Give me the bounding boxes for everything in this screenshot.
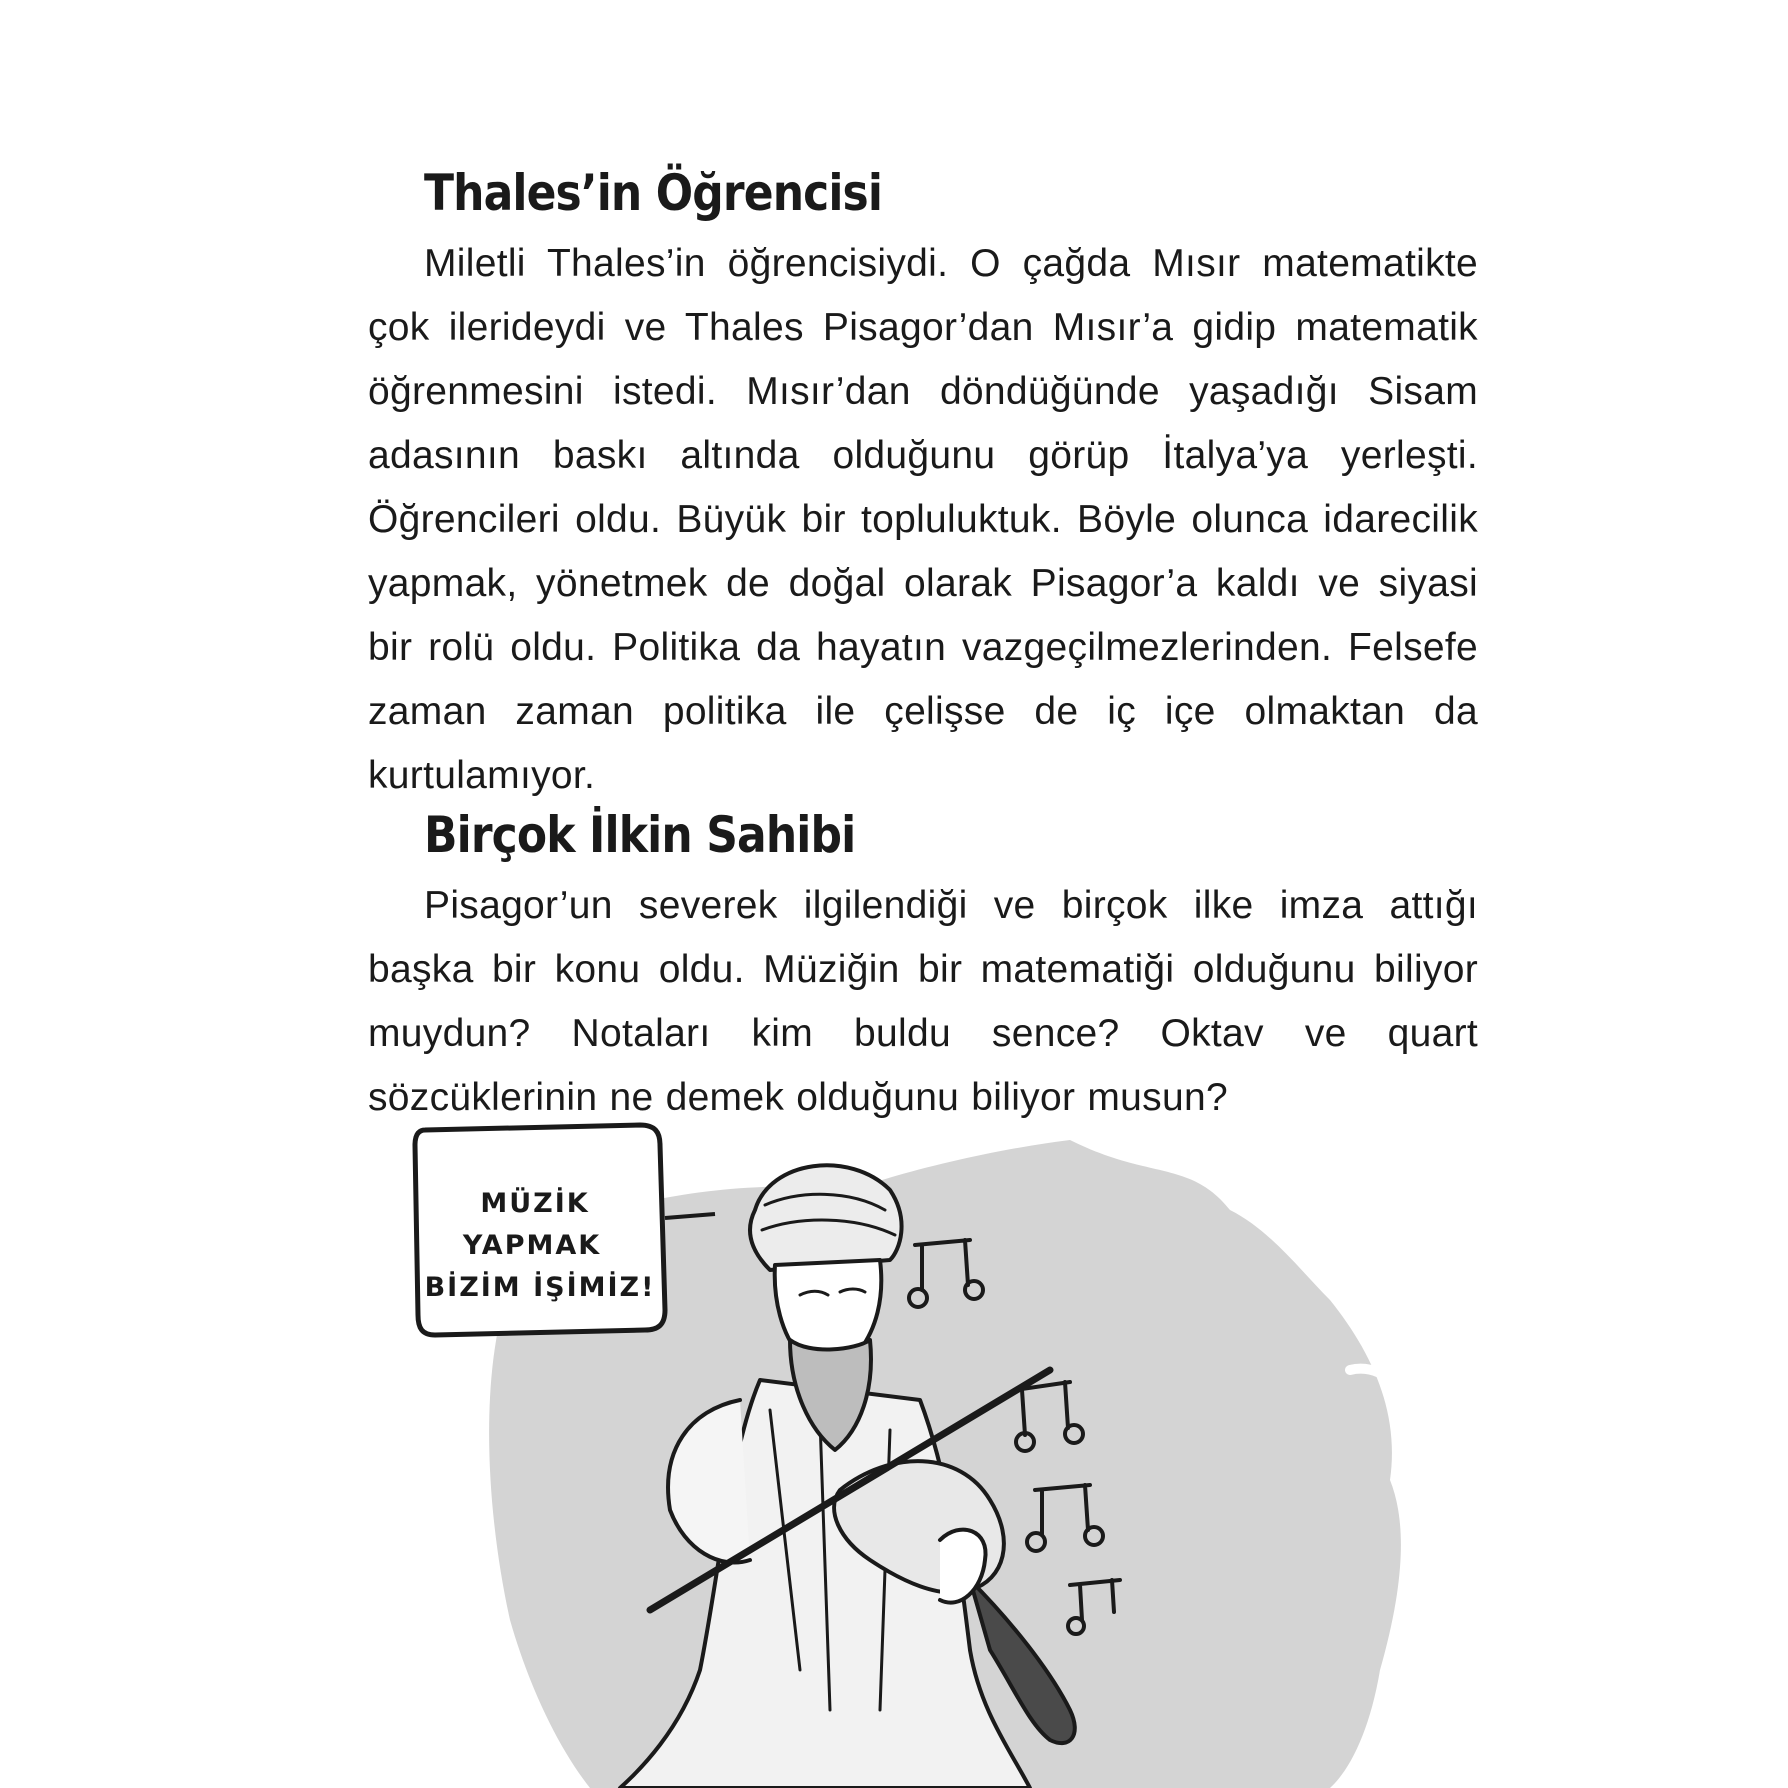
section-heading: Thales’in Öğrencisi xyxy=(424,164,883,222)
bubble-line-2: YAPMAK xyxy=(462,1230,602,1261)
bubble-line-1: MÜZİK xyxy=(480,1188,590,1219)
section-heading: Birçok İlkin Sahibi xyxy=(424,806,856,864)
bubble-line-3: BİZİM İŞİMİZ! xyxy=(424,1272,656,1303)
section-many-firsts xyxy=(368,800,1478,1130)
section-thales-student xyxy=(368,158,1478,808)
section-paragraph: Miletli Thales’in öğrencisiydi. O çağda Mısır matematikte çok ilerideydi ve Thales Pisagor’dan Mısır’a gidip matematik öğrenmesini istedi. Mısır’dan döndüğünde yaşadığı Sisam adasının baskı altında olduğunu görüp İtalya’ya yerleşti. Öğrencileri oldu. Büyük bir topluluktuk. Böyle olunca idarecilik yapmak, yönetmek de doğal olarak Pisagor’a kaldı ve siyasi bir rolü oldu. Politika da hayatın vazgeçilmezlerinden. Felsefe zaman zaman politika ile çelişse de iç içe olmaktan da kurtulamıyor. xyxy=(368,242,1478,797)
pythagoras-violin-illustration xyxy=(424,1150,1420,1788)
section-paragraph: Pisagor’un severek ilgilendiği ve birçok ilke imza attığı başka bir konu oldu. Müziğin bir matematiği olduğunu biliyor muydun? Notaları kim buldu sence? Oktav ve quart sözcüklerinin ne demek olduğunu biliyor musun? xyxy=(368,884,1478,1119)
